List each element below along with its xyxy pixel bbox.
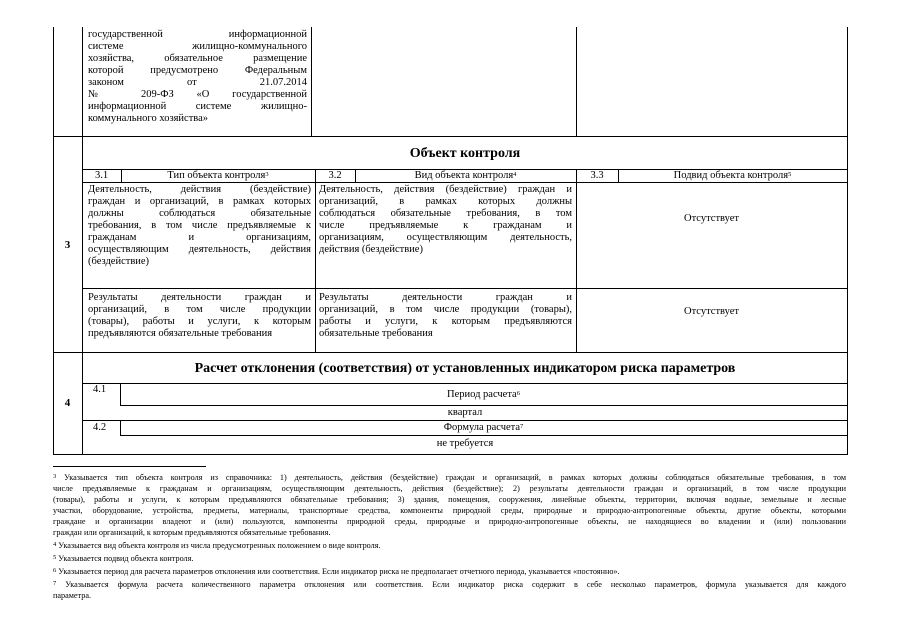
footnote-line (53, 541, 846, 551)
section-number: 4 (64, 397, 71, 409)
text-line: системе жилищно-коммунального (88, 41, 307, 52)
subheader-kind (355, 170, 576, 182)
footnote-text: Указывается подвид объекта контроля. (56, 554, 194, 563)
text-line: граждан и организаций, в рамках которых (88, 196, 311, 207)
text-line: государственной информационной (88, 29, 307, 40)
text-line: Результаты деятельности граждан и (319, 292, 572, 303)
footnote-separator (53, 466, 206, 467)
text-line: № 209-ФЗ «О государственной (88, 89, 307, 100)
text-line: информационной системе жилищно- (88, 101, 307, 112)
text-line: гражданам и организациям, (88, 232, 311, 243)
footnote-mark: 4 (53, 541, 57, 548)
footnote-line (53, 473, 846, 483)
item-label-text: Период расчета (447, 389, 517, 400)
section-title: Объект контроля (409, 146, 521, 161)
footnote-mark: 5 (53, 554, 57, 561)
footnote-line (53, 580, 846, 590)
subheader-number: 3.1 (94, 170, 109, 181)
text-line: осуществляющим деятельность, действия (88, 244, 311, 255)
text-line: (товары), работы и услуги, к которым (88, 316, 311, 327)
text-line: работы и услуги, к которым предъявляются (319, 316, 572, 327)
subheader-subkind (618, 170, 847, 182)
footnote-line: (товары), работы и услуги, к которым предъявляются обязательные требования; 3) здания, помещения, сооружения, линейные объекты, территории, включая водные, земельные и лесные (53, 495, 846, 504)
text-line: (бездействие) (88, 256, 150, 267)
footnote-mark: 7 (53, 580, 57, 587)
footnote-line: параметра. (53, 591, 92, 600)
text-line: организаций, в том числе продукции (товары), (319, 304, 572, 315)
object-subkind-cell: Отсутствует (684, 213, 739, 224)
subheader-label: Тип объекта контроля (167, 170, 266, 181)
footnote-mark: 3 (53, 473, 57, 480)
footnote-line: граждане и организации владеют и (или) пользуются, компоненты природной среды, природные и природно-антропогенные объекты, не находящиеся во владении и (или) пользовании (53, 517, 846, 526)
footnote-ref: 3 (265, 171, 269, 178)
item-number: 4.2 (93, 422, 107, 433)
item-label (120, 422, 847, 434)
text-line: законом от 21.07.2014 (88, 77, 307, 88)
subheader-label: Подвид объекта контроля (673, 170, 789, 181)
item-number: 4.1 (93, 384, 107, 395)
footnote-text: Указывается формула расчета количественного параметра отклонения или соответствия. Если индикатор риска содержит в себе несколько параметров, формула указывается для каждого (56, 580, 846, 589)
footnote-ref: 6 (516, 390, 520, 397)
footnote-line: участки, оборудование, устройства, предметы, материалы, транспортные средства, компоненты природной среды, природные и природно-антропогенные объекты, другие объекты, которыми (53, 506, 846, 515)
subheader-number: 3.3 (590, 170, 604, 181)
text-line: числе предъявляемые к гражданам и (319, 220, 572, 231)
footnote-text: Указывается период для расчета параметров отклонения или соответствия. Если индикатор риска не предполагает отчетного периода, указывается «постоянно». (56, 567, 620, 576)
section-title: Расчет отклонения (соответствия) от установленных индикатором риска параметров (194, 361, 736, 376)
subheader-type (121, 170, 315, 182)
text-line: Результаты деятельности граждан и (88, 292, 311, 303)
text-line: которой предусмотрено Федеральным (88, 65, 307, 76)
footnote-mark: 6 (53, 567, 57, 574)
text-line: должны соблюдаться обязательные (88, 208, 311, 219)
text-line: требования, в том числе предъявляемые к (88, 220, 311, 231)
footnote-line (53, 554, 846, 564)
footnote-text: Указывается вид объекта контроля из числа предусмотренных положением о виде контроля. (56, 541, 381, 550)
text-line: соблюдаться обязательные требования, в том (319, 208, 572, 219)
item-value: не требуется (436, 438, 494, 449)
object-subkind-cell: Отсутствует (684, 306, 739, 317)
subheader-label: Вид объекта контроля (414, 170, 514, 181)
text-line: Деятельность, действия (бездействие) граждан и (319, 184, 572, 195)
footnote-ref: 4 (513, 171, 517, 178)
text-line: организациям, осуществляющим деятельность, (319, 232, 572, 243)
footnote-line: граждан или организаций, к которым предъявляются обязательные требования. (53, 528, 331, 537)
footnote-ref: 7 (520, 423, 524, 430)
item-value: квартал (447, 407, 483, 418)
footnote-line (53, 567, 846, 577)
text-line: организаций, в том числе продукции (88, 304, 311, 315)
footnote-ref: 5 (788, 171, 792, 178)
text-line: предъявляются обязательные требования (88, 328, 273, 339)
subheader-number: 3.2 (328, 170, 342, 181)
text-line: коммунального хозяйства» (88, 113, 209, 124)
text-line: Деятельность, действия (бездействие) (88, 184, 311, 195)
footnote-line: числе предъявляемые к гражданам и организациям, осуществляющим деятельность, действия (бездействие); 2) результаты деятельности граждан и организаций, в том числе продукции (53, 484, 846, 493)
text-line: организаций, в рамках которых должны (319, 196, 572, 207)
text-line: действия (бездействие) (319, 244, 423, 255)
text-line: обязательные требования (319, 328, 433, 339)
section-number: 3 (64, 239, 71, 251)
item-label-text: Формула расчета (443, 422, 521, 433)
footnote-text: Указывается тип объекта контроля из справочника: 1) деятельность, действия (бездействие) граждан и организаций, в рамках которых должны соблюдаться обязательные требования, в том (56, 473, 846, 482)
item-label (120, 389, 847, 401)
text-line: хозяйства, обязательное размещение (88, 53, 307, 64)
